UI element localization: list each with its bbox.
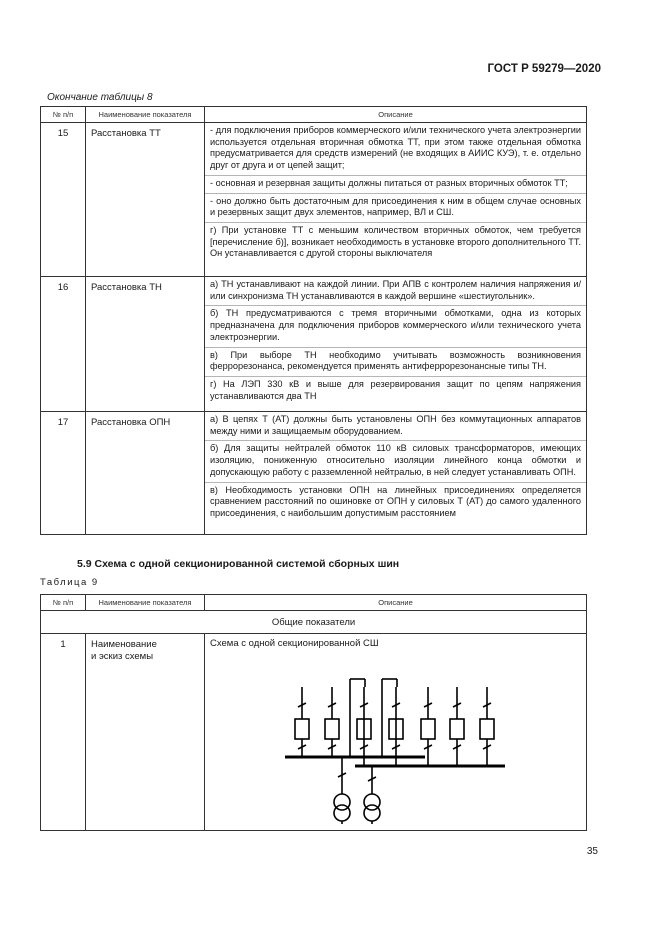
feeder-bay — [325, 687, 339, 757]
column-header-name: Наименование показателя — [86, 595, 205, 611]
table-header-row — [41, 595, 587, 611]
description-paragraph: г) При установке ТТ с меньшим количеством вторичных обмоток, чем требуется [перечисление б)], возникает необходимость в установке второго дополнительного ТТ. Он устанавливается с другой стороны выключателя — [210, 224, 581, 259]
row-name: Расстановка ТТ — [86, 123, 205, 277]
description-paragraph: г) На ЛЭП 330 кВ и выше для резервирования защит по цепям напряжения устанавливаются два ТН — [210, 378, 581, 401]
table-9 — [40, 594, 587, 831]
scheme-title: Схема с одной секционированной СШ — [210, 638, 379, 649]
row-number: 1 — [41, 634, 86, 831]
section-title: 5.9 Схема с одной секционированной системой сборных шин — [77, 558, 400, 570]
feeder-bay — [480, 687, 494, 766]
description-paragraph: в) Необходимость установки ОПН на линейных присоединениях определяется сравнением расстояний по ошиновке от ОПН у силовых Т (АТ) до самого удаленного присоединения, с наибольшим допустимым расстоянием — [210, 484, 581, 518]
row-name-line: и эскиз схемы — [91, 651, 154, 662]
row-number: 15 — [41, 123, 86, 277]
feeder-bay — [295, 687, 309, 757]
column-header-description: Описание — [205, 595, 587, 611]
row-description — [205, 634, 587, 831]
page-number: 35 — [586, 846, 598, 857]
section-bay — [382, 679, 403, 766]
document-code: ГОСТ Р 59279—2020 — [487, 63, 601, 75]
table-row — [41, 123, 587, 277]
description-paragraph: - для подключения приборов коммерческого и/или технического учета электроэнергии используется отдельная вторичная обмотка ТТ, при этом также отдельная обмотка предусматривается для средств измерений (не входящих в АИИС КУЭ), т. е. отдельно друг от друга и от цепей защит; — [205, 123, 586, 176]
description-paragraph: а) ТН устанавливают на каждой линии. При АПВ с контролем наличия напряжения и/или синхронизма ТН устанавливаются в каждой вершине «шестиугольник». — [205, 277, 586, 306]
description-paragraph: б) ТН предусматриваются с тремя вторичными обмотками, одна из которых предназначена для подключения приборов коммерческого и/или технического учета электроэнергии. — [205, 306, 586, 347]
row-name-line: Наименование — [91, 639, 157, 650]
description-paragraph: а) В цепях Т (АТ) должны быть установлены ОПН без коммутационных аппаратов между ними и защищаемым оборудованием. — [205, 412, 586, 441]
section-bay — [350, 679, 371, 766]
single-sectioned-busbar-diagram — [205, 649, 585, 824]
row-description — [205, 123, 587, 277]
table-row — [41, 412, 587, 535]
power-transformer — [364, 766, 380, 824]
column-header-num: № п/п — [41, 595, 86, 611]
row-description — [205, 277, 587, 412]
row-name: Расстановка ТН — [86, 277, 205, 412]
column-header-description: Описание — [205, 107, 587, 123]
table-8 — [40, 106, 587, 535]
feeder-bay — [450, 687, 464, 766]
general-indicators-row — [41, 611, 587, 634]
power-transformer — [334, 757, 350, 824]
row-description — [205, 412, 587, 535]
column-header-num: № п/п — [41, 107, 86, 123]
description-paragraph: в) При выборе ТН необходимо учитывать возможность возникновения феррорезонанса, рекомендуется применять антиферрорезонансные типы ТН. — [205, 348, 586, 377]
table-header-row — [41, 107, 587, 123]
table-row — [41, 634, 587, 831]
general-indicators-label: Общие показатели — [41, 611, 587, 634]
row-number: 16 — [41, 277, 86, 412]
description-paragraph: - основная и резервная защиты должны питаться от разных вторичных обмоток ТТ; — [205, 176, 586, 194]
column-header-name: Наименование показателя — [86, 107, 205, 123]
feeder-bay — [421, 687, 435, 766]
row-name: Расстановка ОПН — [86, 412, 205, 535]
table-8-caption: Окончание таблицы 8 — [47, 92, 153, 103]
row-number: 17 — [41, 412, 86, 535]
description-paragraph: б) Для защиты нейтралей обмоток 110 кВ силовых трансформаторов, имеющих изоляцию, пониженную относительно изоляции линейного конца обмотки и допускающую работу с разземленной нейтралью, в ней следует устанавливать ОПН. — [205, 441, 586, 482]
table-9-label: Таблица 9 — [40, 577, 99, 588]
table-row — [41, 277, 587, 412]
row-name — [86, 634, 205, 831]
description-paragraph: - оно должно быть достаточным для присоединения к ним в общем случае основных и резервных защит двух элементов, например, ВЛ и СШ. — [205, 194, 586, 223]
